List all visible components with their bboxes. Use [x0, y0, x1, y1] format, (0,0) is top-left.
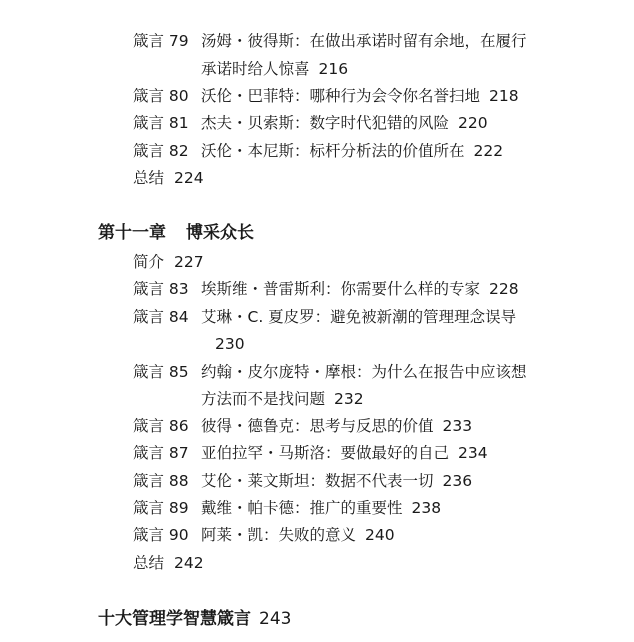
entry-title: 汤姆・彼得斯：在做出承诺时留有余地，在履行 — [201, 32, 527, 50]
toc-entry-81[interactable] — [133, 115, 488, 132]
toc-entry-84-cont[interactable] — [215, 336, 245, 353]
toc-final-heading[interactable] — [98, 610, 291, 629]
entry-label: 箴言 79 — [133, 32, 189, 50]
entry-label: 箴言 87 — [133, 444, 189, 462]
toc-intro[interactable] — [133, 254, 204, 271]
entry-title: 阿莱・凯：失败的意义 — [201, 526, 357, 544]
summary-label: 总结 — [133, 169, 165, 187]
entry-title: 沃伦・巴菲特：哪种行为会令你名誉扫地 — [201, 87, 481, 105]
toc-entry-82[interactable] — [133, 143, 503, 160]
toc-entry-83[interactable] — [133, 281, 519, 298]
entry-title: 埃斯维・普雷斯利：你需要什么样的专家 — [201, 280, 481, 298]
chapter-number: 第十一章 — [98, 223, 166, 243]
entry-label: 箴言 81 — [133, 114, 189, 132]
toc-entry-89[interactable] — [133, 500, 441, 517]
entry-label: 箴言 88 — [133, 472, 189, 490]
entry-page: 234 — [458, 444, 488, 462]
entry-page: 220 — [458, 114, 488, 132]
entry-label: 箴言 84 — [133, 308, 189, 326]
entry-page: 236 — [442, 472, 473, 490]
entry-page: 216 — [318, 60, 349, 78]
summary-label: 总结 — [133, 554, 165, 572]
entry-title: 约翰・皮尔庞特・摩根：为什么在报告中应该想 — [201, 363, 527, 381]
entry-label: 箴言 80 — [133, 87, 189, 105]
entry-page: 232 — [334, 390, 364, 408]
entry-label: 箴言 85 — [133, 363, 189, 381]
intro-label: 简介 — [133, 253, 165, 271]
entry-label: 箴言 83 — [133, 280, 189, 298]
toc-entry-85-cont[interactable] — [201, 391, 364, 408]
entry-label: 箴言 90 — [133, 526, 189, 544]
toc-entry-79-cont[interactable] — [201, 61, 348, 78]
entry-title: 艾伦・莱文斯坦：数据不代表一切 — [201, 472, 434, 490]
entry-label: 箴言 89 — [133, 499, 189, 517]
toc-entry-80[interactable] — [133, 88, 519, 105]
chapter-title: 博采众长 — [186, 223, 254, 243]
entry-page: 238 — [411, 499, 442, 517]
entry-title: 杰夫・贝索斯：数字时代犯错的风险 — [201, 114, 450, 132]
toc-entry-90[interactable] — [133, 527, 395, 544]
chapter-11-heading[interactable] — [98, 224, 254, 243]
entry-title: 亚伯拉罕・马斯洛：要做最好的自己 — [201, 444, 450, 462]
toc-entry-87[interactable] — [133, 445, 488, 462]
entry-label: 箴言 86 — [133, 417, 189, 435]
entry-title-cont: 方法而不是找问题 — [201, 390, 326, 408]
toc-entry-86[interactable] — [133, 418, 472, 435]
entry-page: 218 — [489, 87, 519, 105]
entry-label: 箴言 82 — [133, 142, 189, 160]
toc-entry-84[interactable] — [133, 309, 516, 326]
summary-page: 242 — [174, 554, 204, 572]
toc-entry-79[interactable] — [133, 33, 527, 50]
entry-title-cont: 承诺时给人惊喜 — [201, 60, 310, 78]
toc-entry-88[interactable] — [133, 473, 472, 490]
toc-entry-85[interactable] — [133, 364, 527, 381]
entry-title: 戴维・帕卡德：推广的重要性 — [201, 499, 403, 517]
summary-page: 224 — [174, 169, 204, 187]
entry-page: 230 — [215, 335, 245, 353]
entry-title: 沃伦・本尼斯：标杆分析法的价值所在 — [201, 142, 465, 160]
intro-page: 227 — [174, 253, 204, 271]
toc-summary-a[interactable] — [133, 170, 204, 187]
final-page: 243 — [259, 609, 292, 629]
final-title: 十大管理学智慧箴言 — [98, 609, 251, 629]
entry-page: 222 — [473, 142, 504, 160]
entry-page: 240 — [365, 526, 395, 544]
entry-title: 艾琳・C. 夏皮罗：避免被新潮的管理理念误导 — [201, 308, 517, 326]
entry-page: 233 — [442, 417, 473, 435]
toc-summary-ch11[interactable] — [133, 555, 204, 572]
entry-title: 彼得・德鲁克：思考与反思的价值 — [201, 417, 434, 435]
entry-page: 228 — [489, 280, 519, 298]
